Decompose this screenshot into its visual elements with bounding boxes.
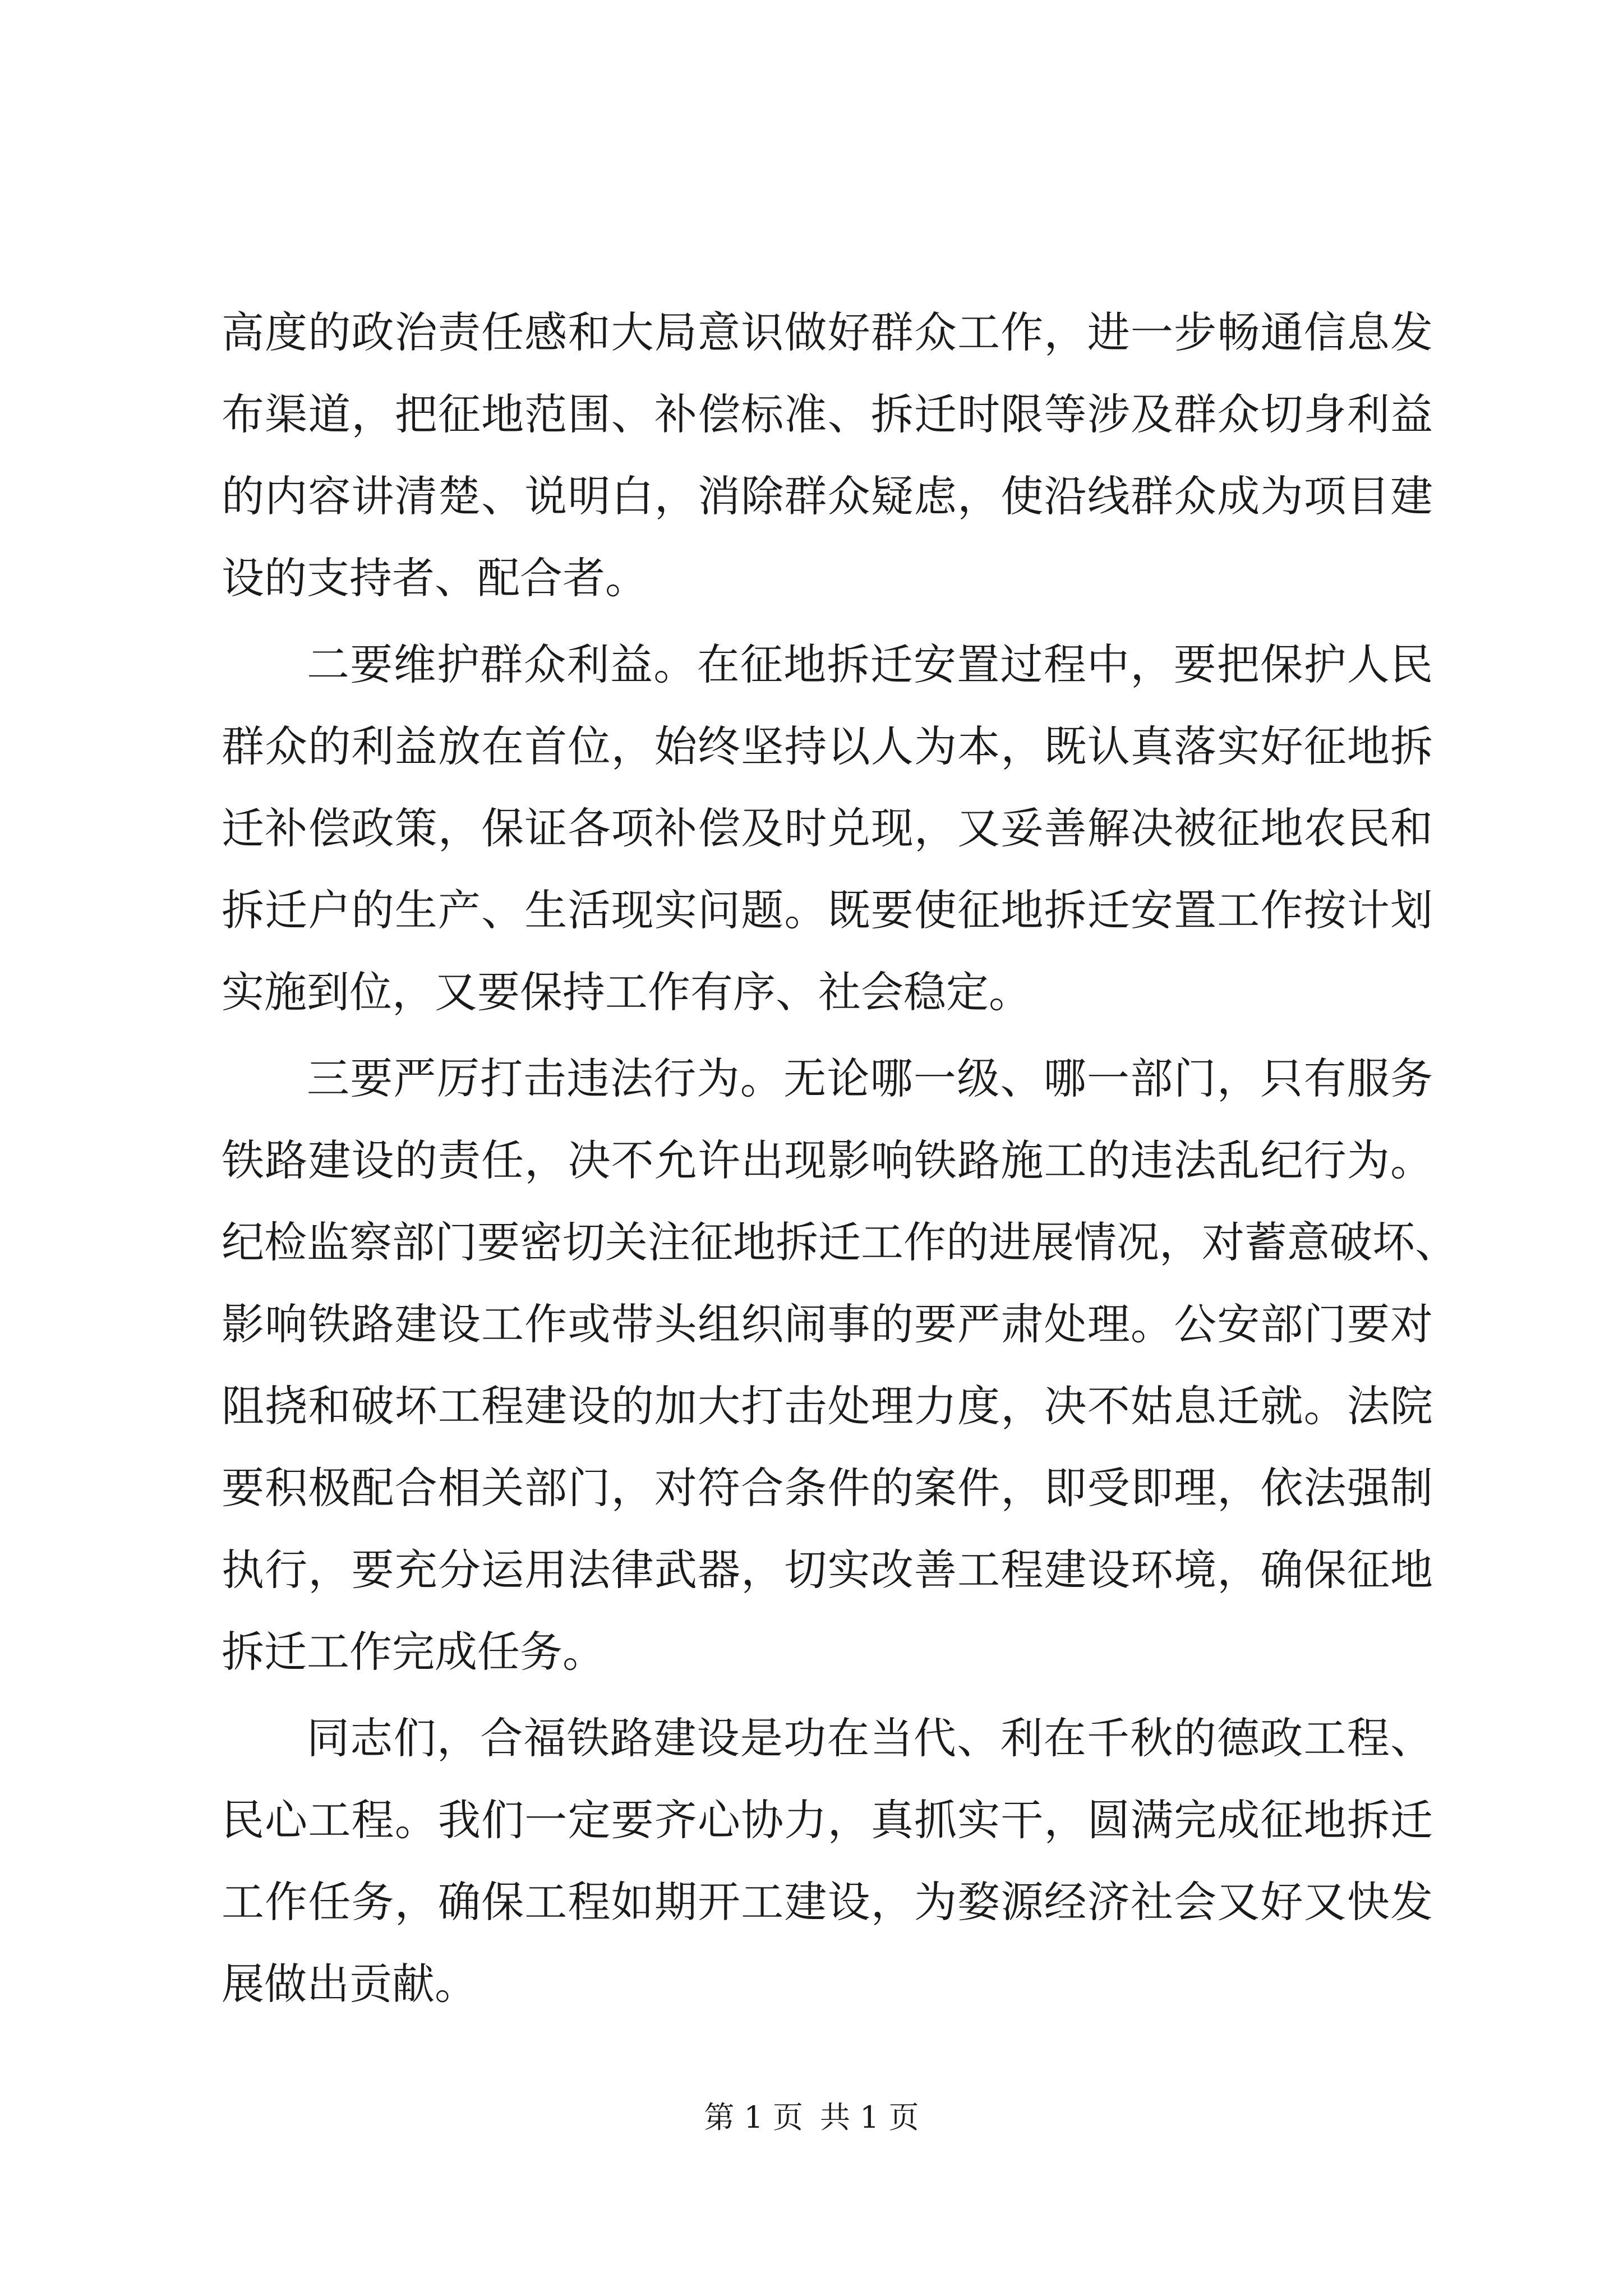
paragraph-spacer	[222, 1693, 1433, 1697]
paragraph-spacer	[222, 1033, 1433, 1038]
paragraph-line: 工作任务，确保工程如期开工建设，为婺源经济社会又好又快发	[222, 1877, 1433, 1927]
paragraph-line: 纪检监察部门要密切关注征地拆迁工作的进展情况，对蓄意破坏、	[222, 1217, 1458, 1267]
paragraph-spacer	[222, 619, 1433, 624]
paragraph-3	[222, 1038, 1458, 1693]
paragraph-line: 要积极配合相关部门，对符合条件的案件，即受即理，依法强制	[222, 1463, 1433, 1513]
paragraph-line: 铁路建设的责任，决不允许出现影响铁路施工的违法乱纪行为。	[222, 1135, 1433, 1185]
paragraph-line: 展做出贡献。	[222, 1959, 477, 2009]
paragraph-line: 执行，要充分运用法律武器，切实改善工程建设环境，确保征地	[222, 1545, 1433, 1595]
paragraph-line: 三要严厉打击违法行为。无论哪一级、哪一部门，只有服务	[307, 1053, 1433, 1103]
paragraph-line: 实施到位，又要保持工作有序、社会稳定。	[222, 967, 1031, 1017]
paragraph-line: 迁补偿政策，保证各项补偿及时兑现，又妥善解决被征地农民和	[222, 803, 1433, 853]
paragraph-1	[222, 292, 1433, 619]
paragraph-line: 高度的政治责任感和大局意识做好群众工作，进一步畅通信息发	[222, 307, 1433, 357]
paragraph-line: 布渠道，把征地范围、补偿标准、拆迁时限等涉及群众切身利益	[222, 389, 1433, 439]
page-total: 共 1 页	[820, 2100, 919, 2135]
paragraph-2	[222, 624, 1433, 1033]
paragraph-line: 影响铁路建设工作或带头组织闹事的要严肃处理。公安部门要对	[222, 1299, 1433, 1349]
paragraph-line: 拆迁户的生产、生活现实问题。既要使征地拆迁安置工作按计划	[222, 885, 1433, 935]
paragraph-line: 拆迁工作完成任务。	[222, 1627, 605, 1677]
paragraph-line: 阻挠和破坏工程建设的加大打击处理力度，决不姑息迁就。法院	[222, 1381, 1433, 1431]
paragraph-line: 的内容讲清楚、说明白，消除群众疑虑，使沿线群众成为项目建	[222, 471, 1433, 521]
page-number: 第 1 页	[704, 2100, 803, 2135]
paragraph-line: 设的支持者、配合者。	[222, 553, 648, 603]
paragraph-line: 群众的利益放在首位，始终坚持以人为本，既认真落实好征地拆	[222, 721, 1433, 771]
paragraph-line: 民心工程。我们一定要齐心协力，真抓实干，圆满完成征地拆迁	[222, 1795, 1433, 1845]
paragraph-line: 同志们，合福铁路建设是功在当代、利在千秋的德政工程、	[307, 1713, 1433, 1763]
document-body	[222, 292, 1458, 2025]
page-footer	[0, 2098, 1623, 2137]
paragraph-4	[222, 1697, 1433, 2025]
paragraph-line: 二要维护群众利益。在征地拆迁安置过程中，要把保护人民	[307, 639, 1433, 689]
